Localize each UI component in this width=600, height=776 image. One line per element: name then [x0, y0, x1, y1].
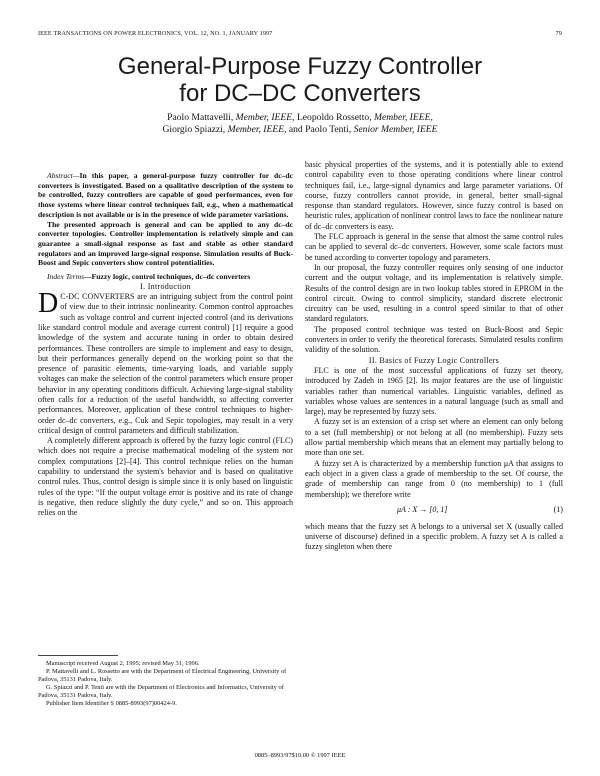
intro-paragraph-5: In our proposal, the fuzzy controller requires only sensing of one inductor current and the output voltage, and its implementation is relatively simple. Results of the control design are in two lookup tables stored in EPROM in the control circuit. Owing to control simplicity, standard discrete electronic circuitry can be used, resulting in a control speed similar to that of other standard regulators.: [305, 262, 563, 324]
fuzzy-paragraph-4: which means that the fuzzy set A belongs to a universal set X (usually called universe of discourse) defined in a specific problem. A fuzzy set A is called a fuzzy singleton when there: [305, 521, 563, 552]
index-terms: Index Terms—Fuzzy logic, control techniques, dc–dc converters: [47, 272, 251, 282]
intro-paragraph-4: The FLC approach is general in the sense that almost the same control rules can be applied to several dc–dc converters. However, some scale factors must be tuned according to converter topology and parameters.: [305, 232, 563, 262]
author-4: Paolo Tenti,: [305, 124, 352, 135]
title-line-2: for DC–DC Converters: [179, 80, 421, 107]
author-3-role: Member, IEEE,: [227, 124, 287, 135]
footnote-rule: [38, 655, 118, 656]
running-header: [38, 30, 562, 37]
intro-paragraph-6: The proposed control technique was tested on Buck-Boost and Sepic converters in order to verify the theoretical forecasts. Simulated results confirm validity of the solution.: [305, 324, 563, 355]
fuzzy-paragraph-3: A fuzzy set A is characterized by a membership function μA that assigns to each object in a given class a grade of membership to the set. Of course, the grade of membership can range from 0 (no membership) to 1 (full membership); we therefore write: [305, 458, 563, 499]
fuzzy-paragraph-1: FLC is one of the most successful applications of fuzzy set theory, introduced by Zadeh in 1965 [2]. Its major features are the use of linguistic variables rather than numerical variables. Linguistic variables, defined as variables whose values are sentences in a natural language (such as small and large), may be represented by fuzzy sets.: [305, 365, 563, 417]
author-2-role: Member, IEEE,: [373, 112, 433, 123]
author-1: Paolo Mattavelli,: [167, 112, 234, 123]
section-2-heading: II. Basics of Fuzzy Logic Controllers: [368, 355, 500, 365]
drop-cap: D: [38, 288, 59, 320]
footnote-affiliation-2: G. Spiazzi and P. Tenti are with the Department of Electronics and Informatics, University of Padova, 35131 Padova, Italy.: [38, 684, 284, 699]
author-line-1: [0, 112, 600, 124]
intro-paragraph-3: basic physical properties of the systems, and it is potentially able to extend control capability even to those operating conditions where linear control techniques fail, i.e., large-signal dynamics and large parameter variations. Of course, fuzzy controllers cannot provide, in general, better small-signal response than standard regulators. However, since fuzzy control is based on heuristic rules, application of nonlinear control laws to face the nonlinear nature of dc–dc converters is easy.: [305, 160, 563, 231]
author-line-2: [0, 124, 600, 136]
abstract-paragraph-1: Abstract—In this paper, a general-purpose fuzzy controller for dc–dc converters is investigated. Based on a qualitative description of the system to be controlled, fuzzy controllers are capable of good performances, even for those systems where linear control techniques fail, e.g., when a mathematical description is not available or is in the presence of wide parameter variations.: [38, 171, 293, 219]
footnote-pii: Publisher Item Identifier S 0885-8993(97)00424-9.: [46, 700, 177, 707]
section-1-heading: I. Introduction: [140, 281, 191, 291]
title-line-1: General-Purpose Fuzzy Controller: [117, 53, 483, 80]
journal-header: IEEE TRANSACTIONS ON POWER ELECTRONICS, VOL. 12, NO. 1, JANUARY 1997: [38, 30, 273, 37]
author-3: Giorgio Spiazzi,: [162, 124, 226, 135]
author-1-role: Member, IEEE,: [235, 112, 295, 123]
equation-number: (1): [553, 504, 563, 514]
index-terms-label: Index Terms: [47, 272, 85, 282]
intro-paragraph-1: D C-DC CONVERTERS are an intriguing subject from the control point of view due to their intrinsic nonlinearity. Common control approaches such as voltage control and current injected control (and its derivations like standard control module and average current control) [1] require a good knowledge of the system and accurate tuning in order to obtain desired performances. These controllers are simple to implement and easy to design, but their performances generally depend on the working point so that the presence of parasitic elements, time-varying loads, and variable supply voltages can make the selection of the control parameters which ensure proper behavior in any operating conditions difficult. Achieving large-signal stability often calls for a reduction of the useful bandwidth, so affecting converter performances. Moreover, application of these control techniques to higher-order dc–dc converters, e.g., Cuk and Sepic topologies, may result in a very critical design of control parameters and difficult stabilization.: [38, 288, 293, 435]
paper-title: [0, 53, 600, 107]
equation-expression: μA : X → [0, 1]: [397, 504, 448, 514]
right-column: [305, 160, 563, 553]
fuzzy-paragraph-2: A fuzzy set is an extension of a crisp set where an element can only belong to a set (full membership) or not belong at all (no membership). Fuzzy sets allow partial membership which means that an element may partially belong to more than one set.: [305, 417, 563, 458]
left-column: [38, 171, 293, 519]
intro-paragraph-2: A completely different approach is offered by the fuzzy logic control (FLC) which does not require a precise mathematical modeling of the system nor complex computations [2]–[4]. This control technique relies on the human capability to understand the system's behavior and is based on qualitative control rules. Thus, control design is simple since it is only based on linguistic rules of the type: “If the output voltage error is positive and its rate of change is negative, then reduce slightly the duty cycle,” and so on. This approach relies on the: [38, 436, 293, 518]
page-number: 79: [555, 30, 562, 37]
author-2: Leopoldo Rossetto,: [296, 112, 372, 123]
footnote-received: Manuscript received August 2, 1995; revised May 31, 1996.: [46, 660, 200, 667]
author-4-role: Senior Member, IEEE: [353, 124, 438, 135]
abstract-label: Abstract—: [47, 171, 80, 180]
author-block: [0, 112, 600, 136]
abstract-paragraph-2: The presented approach is general and can be applied to any dc–dc converter topologies. Controller implementation is relatively simple and can guarantee a small-signal response as fast and stable as other standard regulators and an improved large-signal response. Simulation results of Buck-Boost and Sepic converters show control potentialities.: [38, 219, 293, 268]
footnote-affiliation-1: P. Mattavelli and L. Rossetto are with the Department of Electrical Engineering, University of Padova, 35131 Padova, Italy.: [38, 668, 287, 683]
copyright-line: 0885–8993/97$10.00 © 1997 IEEE: [254, 752, 346, 759]
footnote: [38, 660, 293, 708]
equation-1: [305, 502, 563, 522]
author-and: and: [288, 124, 303, 135]
